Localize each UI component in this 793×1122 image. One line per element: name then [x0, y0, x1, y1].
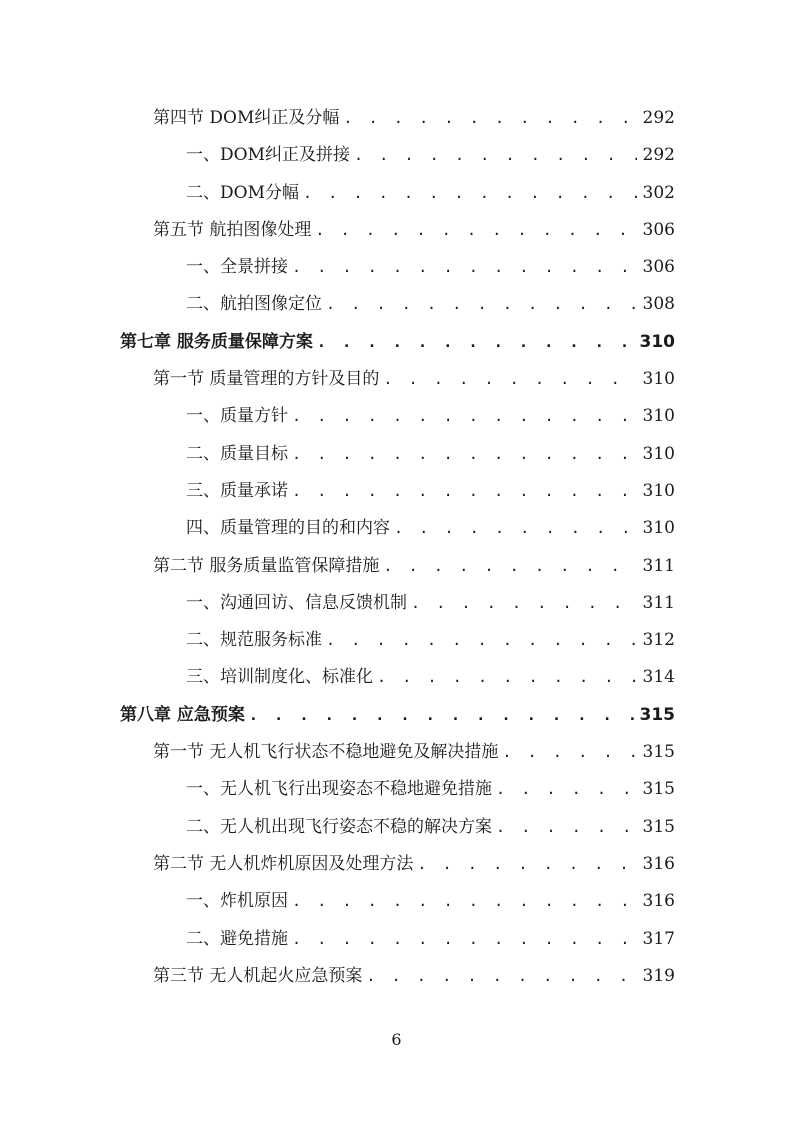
toc-entry-page: 292 [642, 108, 675, 128]
toc-entry[interactable] [120, 510, 675, 547]
toc-dot-leader [249, 697, 634, 734]
toc-entry-title: 第二节 无人机炸机原因及处理方法 [153, 853, 414, 874]
toc-dot-leader [502, 734, 636, 771]
toc-entry[interactable] [120, 622, 675, 659]
toc-entry-page: 302 [642, 182, 675, 203]
toc-dot-leader [292, 249, 637, 286]
toc-dot-leader [383, 361, 636, 398]
toc-entry-page: 310 [642, 480, 675, 501]
toc-entry[interactable] [120, 286, 675, 323]
toc-entry-page: 315 [642, 816, 675, 837]
toc-entry-title: 第四节 DOM纠正及分幅 [153, 108, 340, 128]
toc-entry[interactable] [120, 249, 675, 286]
toc-entry-title: 二、避免措施 [186, 928, 288, 949]
toc-entry-page: 306 [642, 219, 675, 240]
toc-entry-title: 二、规范服务标准 [186, 630, 322, 651]
toc-dot-leader [292, 436, 637, 473]
toc-entry-title: 一、炸机原因 [186, 891, 288, 912]
toc-dot-leader [315, 212, 636, 249]
toc-entry-title: 第一节 无人机飞行状态不稳地避免及解决措施 [153, 742, 499, 763]
toc-entry-page: 315 [639, 704, 675, 725]
toc-dot-leader [343, 100, 636, 137]
toc-entry[interactable] [120, 398, 675, 435]
toc-entry-page: 311 [642, 592, 675, 613]
toc-dot-leader [303, 175, 637, 212]
toc-entry[interactable] [120, 771, 675, 808]
toc-entry[interactable] [120, 212, 675, 249]
toc-entry[interactable] [120, 958, 675, 995]
toc-dot-leader [326, 622, 637, 659]
toc-entry[interactable] [120, 846, 675, 883]
toc-entry[interactable] [120, 436, 675, 473]
toc-entry[interactable] [120, 809, 675, 846]
toc-entry[interactable] [120, 137, 675, 174]
toc-entry-page: 314 [642, 667, 675, 688]
toc-dot-leader [394, 510, 637, 547]
toc-entry[interactable] [120, 659, 675, 696]
table-of-contents [120, 100, 675, 995]
toc-entry-page: 316 [642, 853, 675, 874]
toc-dot-leader [292, 473, 637, 510]
toc-entry-chapter[interactable] [120, 697, 675, 734]
toc-entry-title: 二、质量目标 [186, 443, 288, 464]
toc-dot-leader [292, 921, 637, 958]
toc-entry-page: 317 [642, 928, 675, 949]
toc-entry-chapter[interactable] [120, 324, 675, 361]
toc-entry-title: 一、质量方针 [186, 406, 288, 427]
toc-entry-page: 316 [642, 891, 675, 912]
toc-entry-title: 三、培训制度化、标准化 [186, 667, 373, 688]
toc-entry[interactable] [120, 734, 675, 771]
toc-dot-leader [417, 846, 636, 883]
toc-entry-page: 315 [642, 742, 675, 763]
toc-entry-page: 310 [642, 518, 675, 539]
toc-entry-title: 第二节 服务质量监管保障措施 [153, 555, 380, 576]
toc-entry-title: 一、无人机飞行出现姿态不稳地避免措施 [186, 779, 492, 800]
toc-entry[interactable] [120, 548, 675, 585]
toc-entry-page: 306 [642, 257, 675, 278]
toc-entry-title: 第七章 服务质量保障方案 [120, 331, 313, 352]
toc-entry-page: 315 [642, 779, 675, 800]
toc-dot-leader [317, 324, 634, 361]
toc-entry-title: 四、质量管理的目的和内容 [186, 518, 390, 539]
toc-dot-leader [292, 398, 637, 435]
toc-dot-leader [411, 585, 637, 622]
toc-dot-leader [496, 809, 637, 846]
toc-entry-title: 二、无人机出现飞行姿态不稳的解决方案 [186, 816, 492, 837]
page-number: 6 [391, 1030, 402, 1049]
toc-entry[interactable] [120, 585, 675, 622]
toc-entry-title: 第八章 应急预案 [120, 704, 245, 725]
toc-dot-leader [354, 137, 637, 174]
toc-dot-leader [326, 286, 637, 323]
toc-entry-page: 310 [642, 406, 675, 427]
toc-entry-title: 一、全景拼接 [186, 257, 288, 278]
toc-entry[interactable] [120, 175, 675, 212]
toc-entry[interactable] [120, 100, 675, 137]
toc-entry[interactable] [120, 883, 675, 920]
toc-entry-page: 319 [642, 965, 675, 986]
toc-entry[interactable] [120, 921, 675, 958]
toc-entry[interactable] [120, 473, 675, 510]
toc-entry-title: 二、航拍图像定位 [186, 294, 322, 315]
toc-dot-leader [383, 548, 636, 585]
toc-dot-leader [377, 659, 637, 696]
toc-dot-leader [292, 883, 637, 920]
toc-entry-title: 第一节 质量管理的方针及目的 [153, 369, 380, 390]
toc-entry-title: 二、DOM分幅 [186, 182, 299, 203]
toc-entry-page: 292 [642, 145, 675, 166]
toc-entry[interactable] [120, 361, 675, 398]
toc-entry-page: 310 [639, 331, 675, 352]
toc-entry-page: 312 [642, 630, 675, 651]
toc-entry-page: 311 [642, 555, 675, 576]
toc-dot-leader [366, 958, 636, 995]
toc-entry-title: 一、DOM纠正及拼接 [186, 145, 350, 166]
toc-entry-page: 310 [642, 369, 675, 390]
toc-entry-title: 第五节 航拍图像处理 [153, 219, 312, 240]
toc-entry-title: 一、沟通回访、信息反馈机制 [186, 592, 407, 613]
toc-dot-leader [496, 771, 637, 808]
toc-entry-title: 第三节 无人机起火应急预案 [153, 965, 363, 986]
toc-entry-title: 三、质量承诺 [186, 480, 288, 501]
toc-entry-page: 308 [642, 294, 675, 315]
toc-entry-page: 310 [642, 443, 675, 464]
